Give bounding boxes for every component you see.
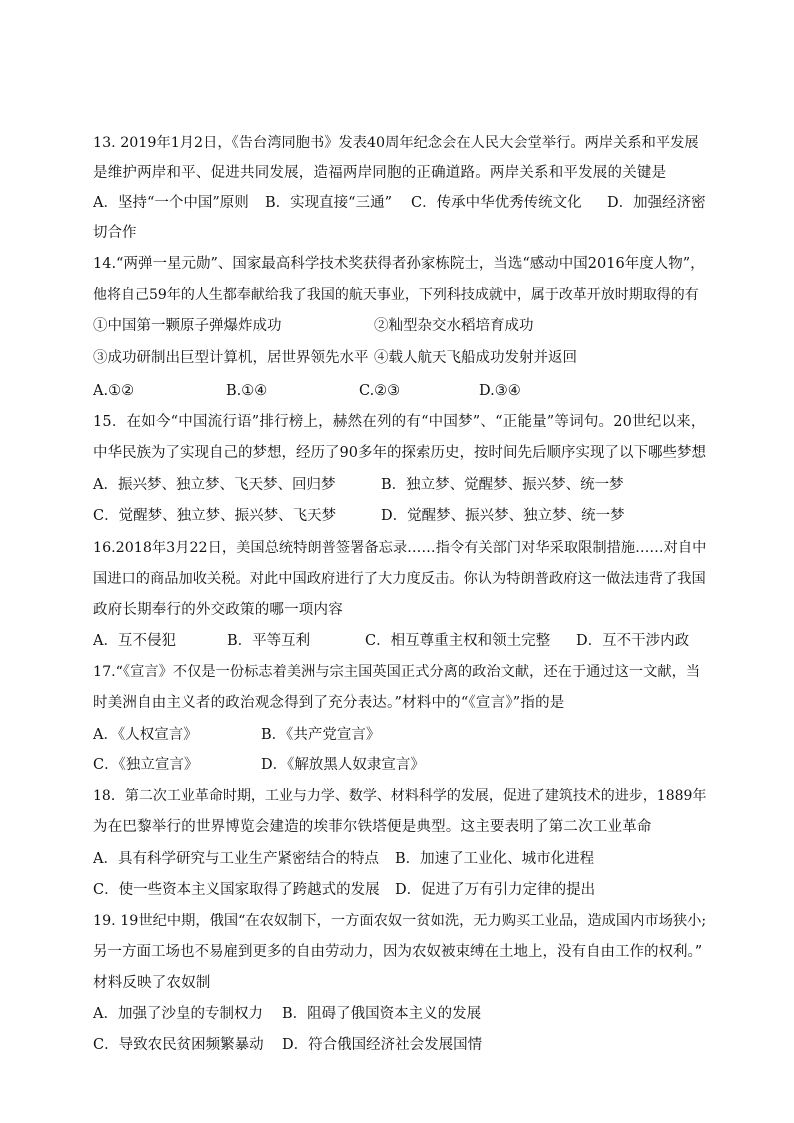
option-c: C．使一些资本主义国家取得了跨越式的发展 [93, 882, 380, 898]
question-16-line-3: 政府长期奉行的外交政策的哪一项内容 [93, 602, 343, 618]
option-a: A．坚持“一个中国”原则 [93, 195, 249, 211]
option-a: A．《人权宣言》 [93, 727, 198, 743]
question-17-line-1: 17.“《宣言》不仅是一份标志着美洲与宗主国英国正式分离的政治文献，还在于通过这一文献，当 [93, 664, 701, 680]
option-d: D.③④ [479, 383, 521, 399]
option-a: A．加强了沙皇的专制权力 [93, 1006, 263, 1022]
option-b: B．平等互利 [227, 633, 311, 649]
option-a: A.①② [93, 383, 135, 399]
question-13-line-1: 13. 2019年1月2日，《告台湾同胞书》发表40周年纪念会在人民大会堂举行。两岸关系和平发展 [93, 135, 699, 151]
question-15-line-2: 中华民族为了实现自己的梦想，经历了90多年的探索历史，按时间先后顺序实现了以下哪些梦想 [93, 445, 706, 461]
option-d: D．互不干涉内政 [576, 633, 690, 649]
option-a: A．振兴梦、独立梦、飞天梦、回归梦 [93, 477, 336, 493]
option-c: C．导致农民贫困频繁暴动 [93, 1037, 264, 1053]
item-1: ①中国第一颗原子弹爆炸成功 [93, 318, 282, 334]
option-c: C．《独立宣言》 [93, 757, 199, 773]
question-18-line-2: 为在巴黎举行的世界博览会建造的埃菲尔铁塔便是典型。这主要表明了第二次工业革命 [93, 819, 652, 835]
option-a: A．具有科学研究与工业生产紧密结合的特点 [93, 851, 379, 867]
question-16-line-2: 国进口的商品加收关税。对此中国政府进行了大力度反击。你认为特朗普政府这一做法违背了我国 [93, 571, 706, 587]
item-4: ④载人航天飞船成功发射并返回 [374, 350, 577, 366]
question-18-line-1: 18．第二次工业革命时期，工业与力学、数学、材料科学的发展，促进了建筑技术的进步，1889年 [93, 788, 707, 804]
option-b: B．独立梦、觉醒梦、振兴梦、统一梦 [381, 477, 624, 493]
option-b: B．加速了工业化、城市化进程 [395, 851, 595, 867]
option-d: D．符合俄国经济社会发展国情 [282, 1037, 483, 1053]
item-2: ②籼型杂交水稻培育成功 [374, 318, 534, 334]
option-c: C．相互尊重主权和领土完整 [365, 633, 551, 649]
question-14-line-1: 14.“两弹一星元勋”、国家最高科学技术奖获得者孙家栋院士，当选“感动中国2016年度人物”， [93, 256, 705, 272]
question-13-option-wrap: 切合作 [93, 225, 137, 241]
option-d: D．觉醒梦、振兴梦、独立梦、统一梦 [381, 508, 625, 524]
question-15-line-1: 15．在如今“中国流行语”排行榜上，赫然在列的有“中国梦”、“正能量”等词句。20世纪以来， [93, 414, 706, 430]
option-b: B.①④ [226, 383, 268, 399]
question-16-line-1: 16.2018年3月22日，美国总统特朗普签署备忘录……指令有关部门对华采取限制措施……对自中 [93, 540, 707, 556]
option-d: D．促进了万有引力定律的提出 [395, 882, 596, 898]
question-14-line-2: 他将自己59年的人生都奉献给我了我国的航天事业，下列科技成就中，属于改革开放时期取得的有 [93, 287, 699, 303]
option-b: B．阻碍了俄国资本主义的发展 [282, 1006, 482, 1022]
item-3: ③成功研制出巨型计算机，居世界领先水平 [93, 350, 369, 366]
question-19-line-3: 材料反映了农奴制 [93, 975, 211, 991]
option-d: D．《解放黑人奴隶宣言》 [261, 757, 425, 773]
question-19-line-1: 19. 19世纪中期，俄国“在农奴制下，一方面农奴一贫如洗，无力购买工业品，造成国内市场狭小; [93, 913, 707, 929]
option-c: C．觉醒梦、独立梦、振兴梦、飞天梦 [93, 508, 337, 524]
question-13-line-2: 是维护两岸和平、促进共同发展，造福两岸同胞的正确道路。两岸关系和平发展的关键是 [93, 165, 667, 181]
option-c: C．传承中华优秀传统文化 [411, 195, 582, 211]
option-b: B．《共产党宣言》 [261, 727, 381, 743]
question-19-line-2: 另一方面工场也不易雇到更多的自由劳动力，因为农奴被束缚在土地上，没有自由工作的权利。” [93, 944, 703, 960]
option-c: C.②③ [359, 383, 401, 399]
option-d: D．加强经济密 [607, 195, 706, 211]
question-17-line-2: 时美洲自由主义者的政治观念得到了充分表达。”材料中的“《宣言》”指的是 [93, 695, 565, 711]
option-a: A．互不侵犯 [93, 633, 176, 649]
option-b: B．实现直接“三通” [265, 195, 392, 211]
